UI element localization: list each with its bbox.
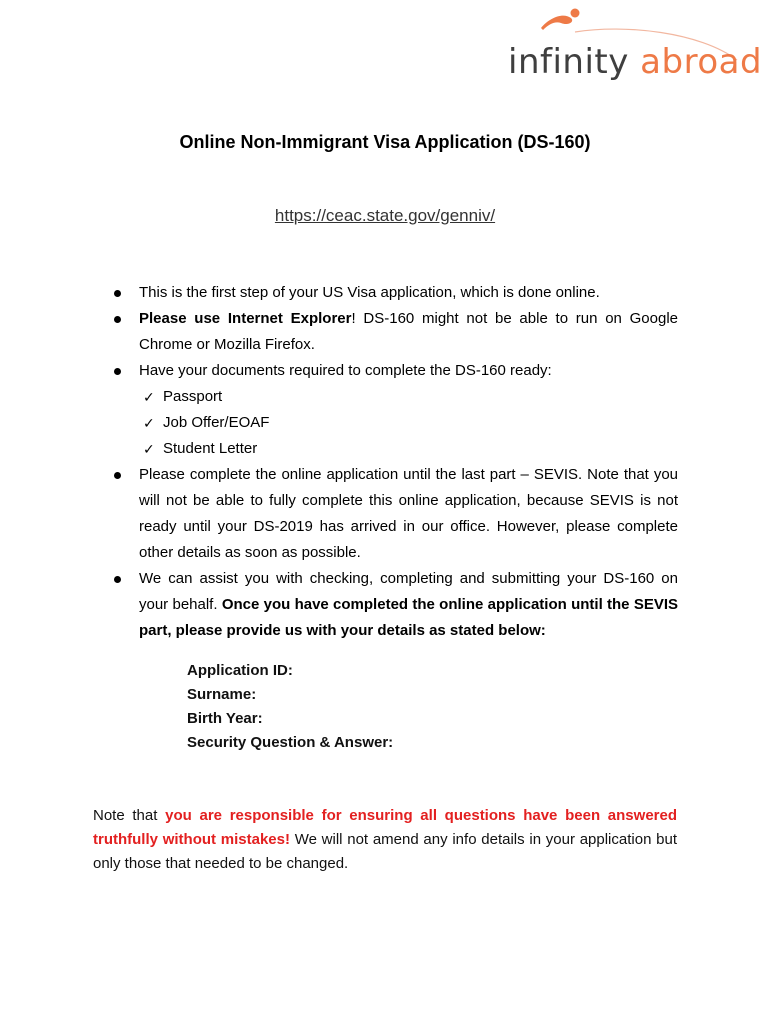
note-prefix: Note that xyxy=(93,807,166,824)
browser-warning-bold: Please use Internet Explorer xyxy=(139,310,352,327)
document-label: Student Letter xyxy=(163,440,258,457)
instruction-list xyxy=(110,280,678,644)
logo-dot xyxy=(571,9,580,18)
assist-text: We can assist you with checking, completing and submitting your DS-160 on your behalf. xyxy=(139,570,678,613)
logo-word-abroad: abroad xyxy=(640,42,763,82)
note-suffix: We will not amend any info details in your application but only those that needed to be changed. xyxy=(93,831,677,872)
infinity-abroad-logo xyxy=(505,2,763,97)
instruction-item-sevis xyxy=(110,462,678,566)
document-item xyxy=(139,384,678,410)
bullet-icon xyxy=(114,290,121,297)
logo-wordmark xyxy=(508,42,762,82)
document-item xyxy=(139,436,678,462)
document-label: Passport xyxy=(163,388,223,405)
required-details-list xyxy=(187,659,393,755)
document-checklist xyxy=(139,384,678,462)
field-security-question: Security Question & Answer: xyxy=(187,734,394,751)
field-application-id: Application ID: xyxy=(187,662,293,679)
instruction-item-first-step xyxy=(110,280,678,306)
page-title: Online Non-Immigrant Visa Application (DS-160) xyxy=(179,132,591,152)
instruction-text: This is the first step of your US Visa application, which is done online. xyxy=(139,284,600,301)
logo-word-infinity: infinity xyxy=(508,42,629,82)
browser-warning-text: ! DS-160 might not be able to run on Google Chrome or Mozilla Firefox. xyxy=(139,310,678,353)
bullet-icon xyxy=(114,576,121,583)
bullet-icon xyxy=(114,472,121,479)
instruction-item-browser xyxy=(110,306,678,358)
instructions xyxy=(110,280,678,644)
bullet-icon xyxy=(114,368,121,375)
document-label: Job Offer/EOAF xyxy=(163,414,270,431)
checkmark-icon: ✓ xyxy=(143,415,155,431)
ds160-link[interactable]: https://ceac.state.gov/genniv/ xyxy=(274,206,496,225)
instruction-text: Please complete the online application until the last part – SEVIS. Note that you will not be able to fully complete this online application, because SEVIS is not ready until your DS-2019 has arrived in our office. However, please complete other details as soon as possible. xyxy=(139,466,678,561)
instruction-item-assist xyxy=(110,566,678,644)
instruction-item-documents xyxy=(110,358,678,462)
checkmark-icon: ✓ xyxy=(143,389,155,405)
responsibility-note xyxy=(93,804,677,876)
field-birth-year: Birth Year: xyxy=(187,710,263,727)
assist-text-bold: Once you have completed the online application until the SEVIS part, please provide us with your details as stated below: xyxy=(139,596,679,639)
document-item xyxy=(139,410,678,436)
checkmark-icon: ✓ xyxy=(143,441,155,457)
logo-figure xyxy=(541,16,572,30)
field-surname: Surname: xyxy=(187,686,257,703)
instruction-text: Have your documents required to complete the DS-160 ready: xyxy=(139,362,552,379)
note-warning: you are responsible for ensuring all questions have been answered truthfully without mistakes! xyxy=(93,807,678,848)
bullet-icon xyxy=(114,316,121,323)
